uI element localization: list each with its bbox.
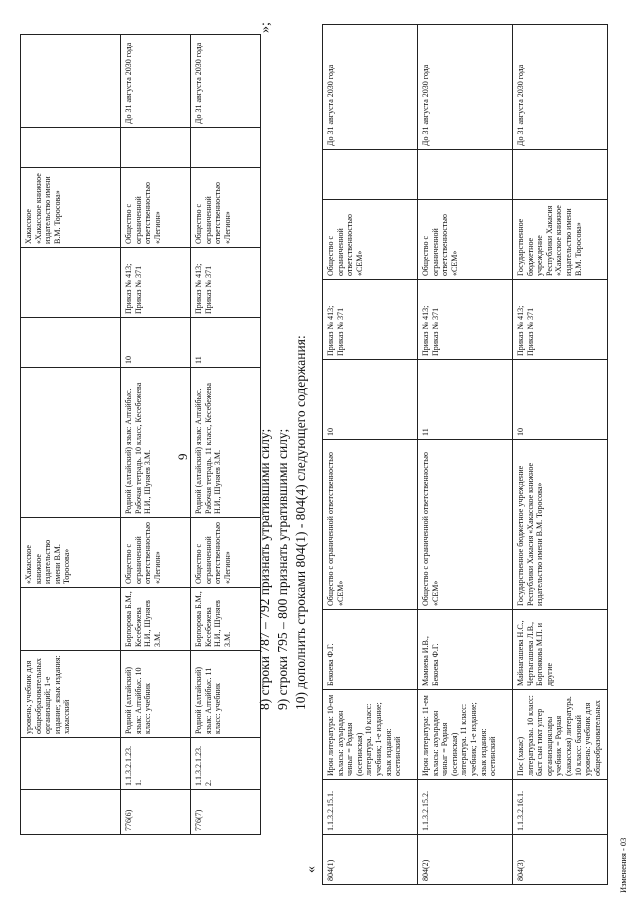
cell-publisher2: Общество с ограниченной ответственностью «СЕМ» (418, 200, 513, 280)
cell-publisher2: Общество с ограниченной ответственностью «Легион» (191, 168, 261, 248)
cell-date: До 31 августа 2030 года (323, 25, 418, 150)
cell-blank (121, 128, 191, 168)
cell-grade: 11 (418, 360, 513, 440)
table-continued-rows (20, 34, 261, 835)
cell-publisher2: Государственное бюджетное учреждение Республики Хакасия «Хакасское книжное издательство имени В.М. Торосова» (513, 200, 608, 280)
table-new-rows (322, 24, 608, 885)
cell-blank (21, 128, 121, 168)
cell-workbook (21, 368, 121, 518)
cell-authors: Борпорова Б.М., Кесебежева Н.И., Шуняев З.М. (121, 588, 191, 651)
table-row (121, 35, 191, 835)
cell-date: До 31 августа 2030 года (191, 35, 261, 128)
cell-name: Ирон литература: 10-ем къласы: ахуырадон чиныг = Родная (осетинская) литература. 10 класс: учебник; 1-е издание; язык издания: осетинский (323, 690, 418, 780)
cell-authors: Мамиева И.В., Бекоева Ф.Г. (418, 610, 513, 690)
cell-publisher: Общество с ограниченной ответственностью «Легион» (191, 518, 261, 588)
cell-blank (323, 150, 418, 200)
cell-publisher: Общество с ограниченной ответственностью «СЕМ» (323, 440, 418, 610)
cell-grade: 11 (191, 318, 261, 368)
cell-date (21, 35, 121, 128)
cell-name: Пос (хакас) литературазы. 10 класс: баст сын тикт улгер организациялары учебник = Родная (хакасская) литература. 10 класс: базовый уровень: учебник для общеобразовательных (513, 690, 608, 780)
cell-date: До 31 августа 2030 года (121, 35, 191, 128)
cell-publisher: Общество с ограниченной ответственностью «Легион» (121, 518, 191, 588)
cell-code (21, 738, 121, 790)
cell-blank (418, 150, 513, 200)
cell-grade (21, 318, 121, 368)
cell-authors: Борпорова Б.М., Кесебежева Н.И., Шуняев З.М. (191, 588, 261, 651)
cell-publisher: «Хакасское книжное издательство имени В.М. Торосова» (21, 518, 121, 588)
cell-authors: Майнагашева Н.С., Чертыгашева Л.В., Боргоякова М.П. и другие (513, 610, 608, 690)
cell-publisher2: Общество с ограниченной ответственностью «Легион» (121, 168, 191, 248)
cell-order: Приказ № 413; Приказ № 371 (323, 280, 418, 360)
table-row (21, 35, 121, 835)
cell-grade: 10 (323, 360, 418, 440)
page-number: 9 (175, 453, 190, 460)
footer-note: Изменения - 03 (618, 837, 628, 893)
cell-order (21, 248, 121, 318)
cell-date: До 31 августа 2030 года (418, 25, 513, 150)
table-row (191, 35, 261, 835)
cell-workbook: Родной (алтайский) язык: Алтайбыс. Рабочая тетрадь. 10 класс, Кесебежева Н.И., Шуняев З.М. (121, 368, 191, 518)
cell-num: 804(2) (418, 835, 513, 885)
closing-quote: »; (258, 22, 273, 33)
cell-publisher2: Общество с ограниченной ответственностью «СЕМ» (323, 200, 418, 280)
cell-num: 776(6) (121, 790, 191, 835)
cell-publisher: Общество с ограниченной ответственностью «СЕМ» (418, 440, 513, 610)
cell-authors (21, 588, 121, 651)
cell-workbook: Родной (алтайский) язык: Алтайбыс. Рабочая тетрадь. 11 класс, Кесебежева Н.И., Шуняев З.М. (191, 368, 261, 518)
cell-code: 1.1.3.2.15.2. (418, 780, 513, 835)
cell-grade: 10 (121, 318, 191, 368)
cell-code: 1.1.3.2.1.23. 1. (121, 738, 191, 790)
cell-grade: 10 (513, 360, 608, 440)
cell-blank (513, 150, 608, 200)
cell-publisher: Государственное бюджетное учреждение Республики Хакасия «Хакасское книжное издательство имени В.М. Торосова» (513, 440, 608, 610)
cell-name: Родной (алтайский) язык: Алтайбыс. 11 класс: учебник (191, 651, 261, 738)
cell-num: 804(1) (323, 835, 418, 885)
cell-publisher2: Хакасское «Хакасское книжное издательство имени В.М. Торосова» (21, 168, 121, 248)
cell-code: 1.1.3.2.16.1. (513, 780, 608, 835)
amendment-item-9: 9) строки 795 – 800 признать утратившими силу; (275, 428, 290, 710)
cell-order: Приказ № 413; Приказ № 371 (418, 280, 513, 360)
table-row (418, 25, 513, 885)
table-row (513, 25, 608, 885)
cell-authors: Бекоева Ф.Г. (323, 610, 418, 690)
cell-order: Приказ № 413; Приказ № 371 (121, 248, 191, 318)
cell-order: Приказ № 413; Приказ № 371 (513, 280, 608, 360)
cell-date: До 31 августа 2030 года (513, 25, 608, 150)
cell-blank (191, 128, 261, 168)
cell-name: Родной (алтайский) язык: Алтайбыс. 10 класс: учебник (121, 651, 191, 738)
cell-num: 804(3) (513, 835, 608, 885)
opening-quote: « (304, 866, 319, 873)
cell-name: уровень; учебник для общеобразовательных организаций; 1-е издание; язык издания: хакасский (21, 651, 121, 738)
amendment-item-8: 8) строки 787 – 792 признать утратившими силу; (257, 428, 272, 710)
cell-code: 1.1.3.2.15.1. (323, 780, 418, 835)
cell-num: 776(7) (191, 790, 261, 835)
table-row (323, 25, 418, 885)
amendment-item-10: 10) дополнить строками 804(1) - 804(4) следующего содержания: (293, 335, 308, 710)
cell-num (21, 790, 121, 835)
cell-name: Ирон литература: 11-ем къласы: ахуырадон чиныг = Родная (осетинская) литература. 11 класс: учебник; 1-е издание; язык издания: осетинский (418, 690, 513, 780)
cell-code: 1.1.3.2.1.23. 2. (191, 738, 261, 790)
cell-order: Приказ № 413; Приказ № 371 (191, 248, 261, 318)
